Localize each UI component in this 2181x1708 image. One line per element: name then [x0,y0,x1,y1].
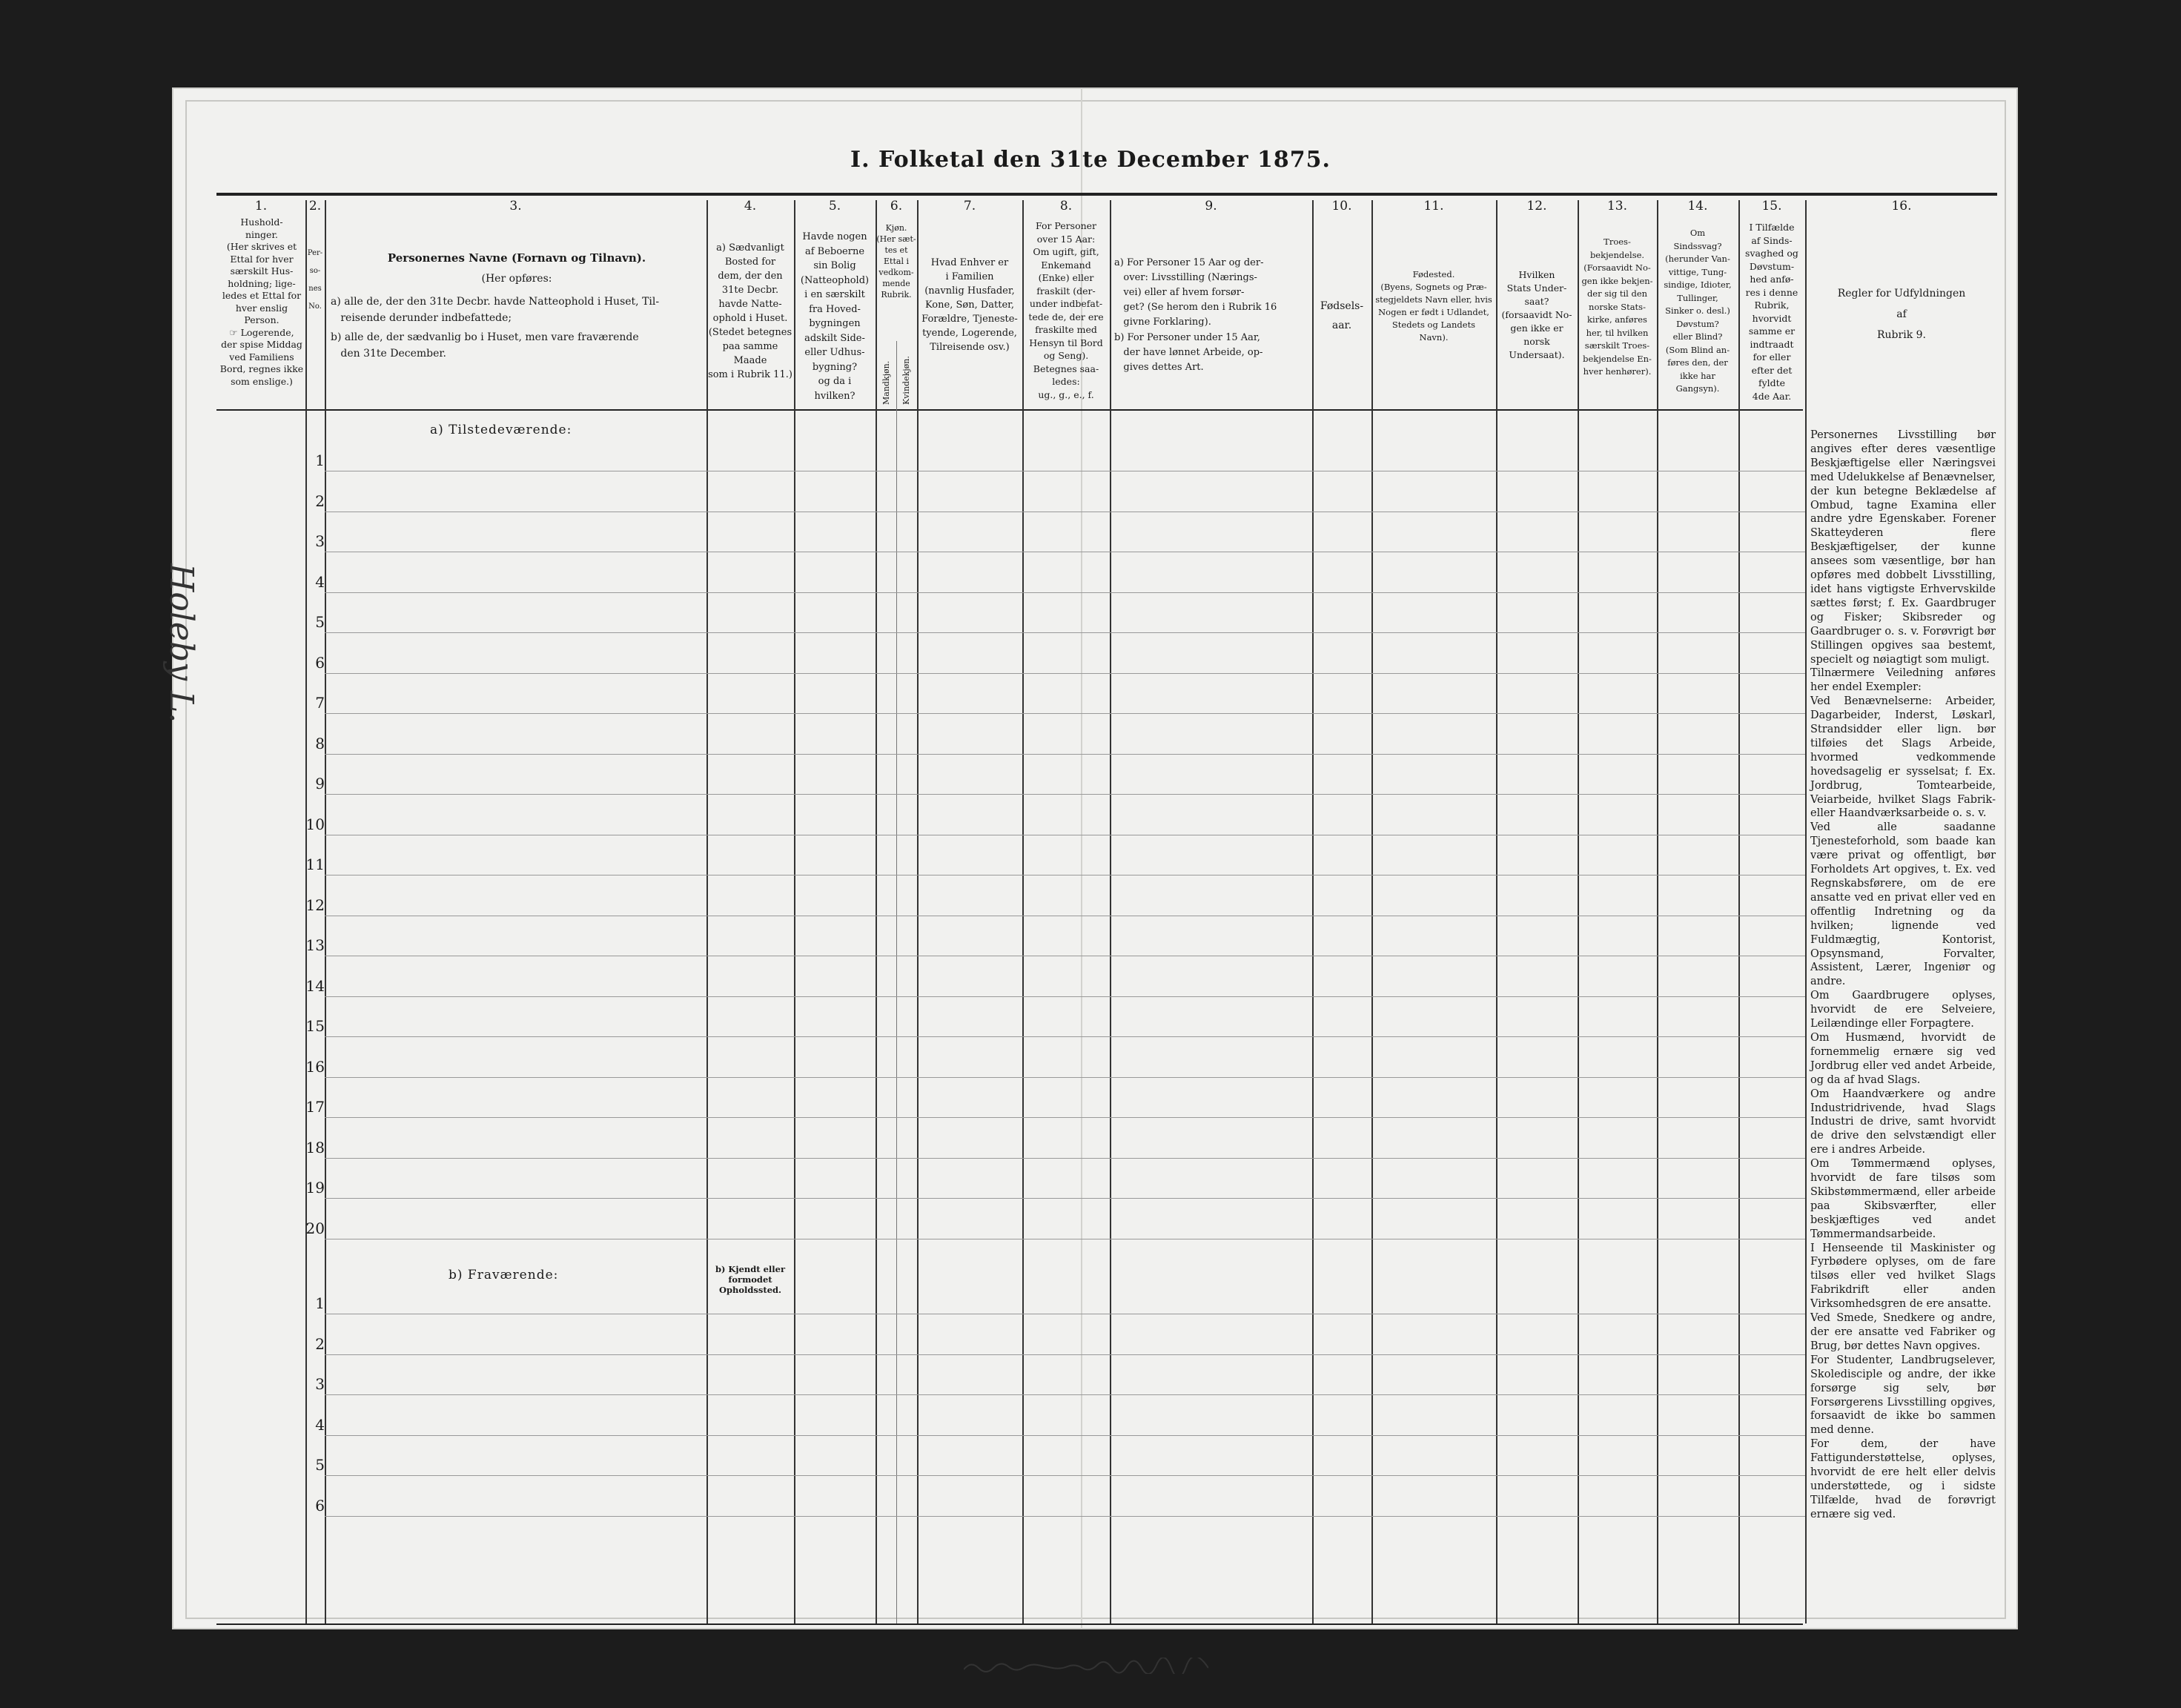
col-sep [1110,200,1111,1623]
absent-row-line [325,1354,1805,1355]
absent-row-line [325,1435,1805,1436]
present-row-number: 18 [305,1138,325,1156]
present-row-number: 17 [305,1098,325,1116]
present-row-number: 11 [305,855,325,873]
header-names-sub: (Her opføres: [481,273,552,285]
header-rules: Regler for Udfyldningen af Rubrik 9. [1837,288,1966,341]
present-row-number: 1 [315,451,325,469]
col-sep [1022,200,1024,1623]
header-person-no: Per- so- nes No. [307,249,323,311]
present-row-number: 9 [315,775,325,792]
present-row-line [325,1198,1805,1199]
header-sex: Kjøn. (Her sæt- tes et Ettal i vedkom- mende Rubrik. [876,223,916,299]
header-households: Hushold- ninger. (Her skrives et Ettal for hver særskilt Hus- holdning; lige- ledes et Ettal for hver enslig Person. ☞ Logerende, der spise Middag ved Familiens Bord, regnes ikke som enslige.) [219,216,304,387]
present-row-number: 10 [305,815,325,833]
header-occupation-b: b) For Personer under 15 Aar, der have lønnet Arbeide, op- gives dettes Art. [1114,332,1263,373]
present-row-line [325,673,1805,674]
col-sep [1312,200,1314,1623]
present-row-number: 15 [305,1017,325,1035]
top-rule [216,193,1997,196]
header-citizenship: Hvilken Stats Under- saat? (forsaavidt No- gen ikke er norsk Undersaat). [1501,269,1572,360]
present-row-number: 2 [315,491,325,510]
header-separate-building: Havde nogen af Beboerne sin Bolig (Natteophold) i en særskilt fra Hoved- bygningen adskilt Side- eller Udhus- bygning? og da i hvilken? [800,231,870,402]
section-absent: b) Fraværende: [449,1268,559,1282]
col-sep-kjon [896,341,897,1623]
col-num-6: 6. [890,199,903,214]
col-sep [1371,200,1373,1623]
col-num-8: 8. [1059,199,1073,214]
col-num-7: 7. [963,199,976,214]
present-row-number: 6 [315,653,325,672]
header-usual-residence: a) Sædvanligt Bosted for dem, der den 31te Decbr. havde Natte- ophold i Huset. (Stedet betegnes paa samme Maade som i Rubrik 11.) [708,242,792,380]
present-row-line [325,996,1805,997]
col-sep [706,200,708,1623]
col-num-3: 3. [509,199,522,214]
page-title: I. Folketal den 31te December 1875. [850,147,1331,173]
col-num-15: 15. [1761,199,1782,214]
col-num-11: 11. [1423,199,1444,214]
section-present: a) Tilstedeværende: [430,423,572,437]
col-sep [1805,200,1807,1623]
col-num-5: 5. [828,199,841,214]
present-row-number: 19 [305,1179,325,1196]
present-row-line [325,1158,1805,1159]
present-row-line [325,592,1805,593]
present-row-number: 4 [315,572,325,591]
present-row-number: 5 [315,613,325,631]
absent-row-line [325,1475,1805,1476]
col-num-12: 12. [1526,199,1547,214]
header-birthplace: Fødested. (Byens, Sognets og Præ- stegjeldets Navn eller, hvis Nogen er født i Udlandet, Stedets og Landets Navn). [1375,269,1492,342]
bottom-rule [216,1623,1803,1625]
present-row-number: 14 [305,976,325,995]
handwritten-margin-note: Holeby L. [162,563,200,724]
col-sep [1657,200,1658,1623]
col-sep [794,200,795,1623]
present-row-number: 3 [315,532,325,550]
header-male: Mandkjøn. [881,360,891,405]
absent-row-number: 2 [315,1334,325,1353]
present-row-line [325,794,1805,795]
header-female: Kvindekjøn. [901,356,911,405]
absent-row-number: 1 [315,1294,325,1312]
col-num-16: 16. [1891,199,1912,214]
absent-row-number: 3 [315,1375,325,1393]
header-absent-location: b) Kjendt eller formodet Opholdssted. [715,1264,786,1295]
present-row-number: 16 [305,1057,325,1076]
col-sep [1578,200,1579,1623]
header-bottom-rule [216,409,1803,411]
absent-row-number: 5 [315,1456,325,1474]
absent-row-number: 6 [315,1496,325,1515]
present-row-number: 8 [315,734,325,752]
header-religion: Troes- bekjendelse. (Forsaavidt No- gen ikke bekjen- der sig til den norske Stats- kirke, anføres her, til hvilken særskilt Troes- bekjendelse En- hver henhører). [1581,236,1653,377]
absent-row-line [325,1394,1805,1395]
col-sep [876,200,877,1623]
col-num-14: 14. [1687,199,1708,214]
present-row-line [325,1036,1805,1037]
header-occupation-a: a) For Personer 15 Aar og der- over: Livsstilling (Nærings- vei) eller af hvem forsør- get? (Se herom den i Rubrik 16 givne Forklaring). [1114,257,1277,328]
col-num-1: 1. [254,199,268,214]
header-birth-year: Fødsels- aar. [1320,300,1364,331]
absent-row-number: 4 [315,1415,325,1434]
present-row-line [325,1117,1805,1118]
present-row-number: 20 [305,1219,325,1237]
col-sep [1496,200,1497,1623]
present-row-line [325,713,1805,714]
header-onset: I Tilfælde af Sinds- svaghed og Døvstum- hed anfø- res i denne Rubrik, hvorvidt samme er indtraadt for eller efter det fyldte 4de Aar. [1745,222,1798,402]
absent-row-line [325,1516,1805,1517]
rules-text: Personernes Livsstilling bør angives efter deres væsentlige Beskjæftigelse eller Næringsvei med Udelukkelse af Benævnelser, der kun betegne Beklædelse af Ombud, tagne Examina eller andre ydre Egenskaber. Forener Skatteyderen flere Beskjæftigelser, der kunne ansees som væsentlige, bør han opføres med dobbelt Livsstilling, idet hans vigtigste Erhvervskilde sættes først; f. Ex. Gaardbruger og Fisker; Skibsreder og Gaardbruger o. s. v. Forøvrigt bør Stillingen opgives saa bestemt, specielt og nøiagtigt som muligt. Tilnærmere Veiledning anføres her endel Exempler: Ved Benævnelserne: Arbeider, Dagarbeider, Inderst, Løskarl, Strandsidder eller lign. bør tilføies det Slags Arbeide, hvormed vedkommende hovedsagelig er sysselsat; f. Ex. Jordbrug, Tomtearbeide, Veiarbeide, hvilket Slags Fabrik- eller Haandværksarbeide o. s. v. Ved alle saadanne Tjenesteforhold, som baade kan være privat og offentligt, bør Forholdets Art opgives, t. Ex. ved Regnskabsførere, om de ere ansatte ved en privat eller ved en offentlig Indretning og da hvilken; lignende ved Fuldmægtig, Kontorist, Opsynsmand, Forvalter, Assistent, Lærer, Ingeniør og andre. Om Gaardbrugere oplyses, hvorvidt de ere Selveiere, Leilændinge eller Forpagtere. Om Husmænd, hvorvidt de fornemmelig ernære sig ved Jordbrug eller ved andet Arbeide, og da af hvad Slags. Om Haandværkere og andre Industridrivende, hvad Slags Industri de drive, samt hvorvidt de drive den selvstændigt eller ere i andres Arbeide. Om Tømmermænd oplyses, hvorvidt de fare tilsøs som Skibstømmermænd, eller arbeide paa Skibsværfter, eller beskjæftiges ved andet Tømmermandsarbeide. I Henseende til Maskinister og Fyrbødere oplyses, om de fare tilsøs eller ved hvilket Slags Fabrikdrift eller anden Virksomhedsgren de ere ansatte. Ved Smede, Snedkere og andre, der ere ansatte ved Fabriker og Brug, bør dettes Navn opgives. For Studenter, Landbrugselever, Skoledisciple og andre, der ikke forsørge sig selv, bør Forsørgerens Livsstilling opgives, forsaavidt de ikke bo sammen med denne. For dem, der have Fattigunderstøttelse, oplyses, hvorvidt de ere helt eller delvis understøttede, og i sidste Tilfælde, hvad de forøvrigt ernære sig ved. [1810,429,1996,1520]
col-num-4: 4. [744,199,757,214]
present-row-number: 13 [305,936,325,954]
present-row-line [325,754,1805,755]
header-civil-status: For Personer over 15 Aar: Om ugift, gift, Enkemand (Enke) eller fraskilt (der- under indbefat- tede de, der ere fraskilte med Hensyn til Bord og Seng). Betegnes saa- ledes: ug., g., e., f. [1028,220,1104,400]
header-family-role: Hvad Enhver er i Familien (navnlig Husfader, Kone, Søn, Datter, Forældre, Tjeneste- tyende, Logerende, Tilreisende osv.) [921,257,1018,353]
present-row-line [325,632,1805,633]
header-names-a: a) alle de, der den 31te Decbr. havde Natteophold i Huset, Til- reisende derunder indbefattede; [331,296,660,324]
present-row-number: 7 [315,694,325,712]
col-num-10: 10. [1331,199,1352,214]
present-row-number: 12 [305,896,325,914]
col-sep [917,200,919,1623]
col-num-9: 9. [1205,199,1217,214]
bottom-scribble [964,1658,1208,1674]
present-row-line [325,1077,1805,1078]
col-num-2: 2. [308,199,322,214]
col-num-13: 13. [1606,199,1628,214]
header-names-title: Personernes Navne (Fornavn og Tilnavn). [387,251,646,265]
header-disability: Om Sindssvag? (herunder Van- vittige, Tung- sindige, Idioter, Tullinger, Sinker o. desl.) Døvstum? eller Blind? (Som Blind an- føres den, der ikke har Gangsyn). [1664,228,1732,394]
col-sep [1738,200,1740,1623]
col-sep [325,200,326,1623]
header-names-b: b) alle de, der sædvanlig bo i Huset, men vare fraværende den 31te December. [331,331,639,360]
